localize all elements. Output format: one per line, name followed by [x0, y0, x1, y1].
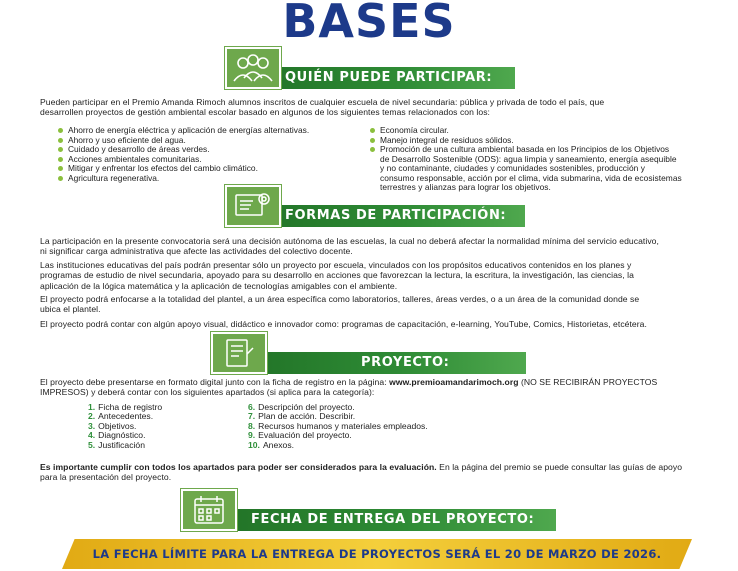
- list-item: 9. Evaluación del proyecto.: [248, 430, 352, 441]
- list-item: 8. Recursos humanos y materiales empleados.: [248, 420, 428, 431]
- sections-left-list: [88, 403, 248, 450]
- list-item: 1. Ficha de registro: [88, 402, 163, 412]
- list-item: Promoción de una cultura ambiental basada en los Principios de los Objetivos: [370, 145, 715, 155]
- list-item: 3. Objetivos.: [88, 420, 137, 431]
- people-icon: [225, 47, 281, 89]
- themes-left-list: [58, 126, 358, 183]
- forms-paragraph-1: La participación en la presente convocatoria será una decisión autónoma de las escuelas, la cual no deberá afectar la normalidad mínima del servicio educativo, ni significar carga administrativa que afecte las actividades del colectivo docente.: [40, 236, 659, 257]
- project-url: www.premioamandarimoch.org: [389, 377, 519, 387]
- deadline-banner: [181, 509, 556, 531]
- list-item: 7. Plan de acción. Describir.: [248, 411, 356, 422]
- list-item: 6. Descripción del proyecto.: [248, 402, 355, 412]
- forms-paragraph-2: Las instituciones educativas del país podrán presentar sólo un proyecto por escuela, vinculados con los propósitos educativos contenidos en los planes y programas de estudio de nivel secundaria, apoyado para su desarrollo en acciones que favorezcan la lectura, la escritura, la investigación, las ciencias, la aplicación de la lógica matemática y la aplicación de tecnologías amigables con el ambiente.: [40, 260, 634, 291]
- list-item: Mitigar y enfrentar los efectos del cambio climático.: [58, 164, 358, 174]
- forms-paragraph-4: El proyecto podrá contar con algún apoyo visual, didáctico e innovador como: programas de capacitación, e-learning, YouTube, Comics, Historietas, etcétera.: [40, 319, 647, 329]
- list-item: 4. Diagnóstico.: [88, 430, 146, 441]
- list-item: Acciones ambientales comunitarias.: [58, 155, 358, 165]
- list-item: 10. Anexos.: [248, 439, 295, 450]
- project-note: Es importante cumplir con todos los apartados para poder ser considerados para la evaluación. En la página del premio se puede consultar las guías de apoyo para la presentación del proyecto.: [40, 462, 683, 483]
- participants-intro: Pueden participar en el Premio Amanda Rimoch alumnos inscritos de cualquier escuela de nivel secundaria: pública y privada de todo el país, que desarrollen proyectos de gestión ambiental escolar basado en algunos de los siguientes temas relacionados con los:: [40, 97, 605, 118]
- sections-right-list: [248, 403, 508, 450]
- list-item: Agricultura regenerativa.: [58, 174, 358, 184]
- list-item: Ahorro y uso eficiente del agua.: [58, 136, 358, 146]
- forms-banner: [225, 205, 525, 227]
- list-item: Economía circular.: [370, 126, 715, 136]
- list-item: 5. Justificación: [88, 439, 145, 450]
- calendar-icon: [181, 489, 237, 531]
- list-item: Ahorro de energía eléctrica y aplicación de energías alternativas.: [58, 126, 358, 136]
- project-intro: El proyecto debe presentarse en formato digital junto con la ficha de registro en la página: www.premioamandarimoch.org (NO SE RECIBIRÁN PROYECTOS IMPRESOS) y deberá contar con los siguientes apartados (si aplica para la categoría):: [40, 377, 658, 398]
- gear-screen-icon: [225, 185, 281, 227]
- page-title: BASES: [282, 0, 456, 48]
- list-item: Manejo integral de residuos sólidos.: [370, 136, 715, 146]
- list-item: Cuidado y desarrollo de áreas verdes.: [58, 145, 358, 155]
- deadline-text: LA FECHA LÍMITE PARA LA ENTREGA DE PROYECTOS SERÁ EL 20 DE MARZO DE 2026.: [92, 547, 662, 561]
- themes-right-list: [370, 126, 715, 155]
- project-heading: PROYECTO:: [361, 355, 450, 370]
- themes-right-continuation: de Desarrollo Sostenible (ODS): agua limpia y saneamiento, energía asequible y no contaminante, ciudades y comunidades sostenibles, producción y consumo responsable, acción por el clima, vida submarina, vida de ecosistemas terrestres y alianzas para lograr los objetivos.: [380, 153, 682, 192]
- participants-heading: QUIÉN PUEDE PARTICIPAR:: [285, 70, 493, 85]
- forms-paragraph-3: El proyecto podrá enfocarse a la totalidad del plantel, a un área específica como laboratorios, talleres, áreas verdes, o a un área de la comunidad donde se ubica el plantel.: [40, 294, 640, 315]
- forms-heading: FORMAS DE PARTICIPACIÓN:: [285, 208, 507, 223]
- deadline-heading: FECHA DE ENTREGA DEL PROYECTO:: [251, 512, 535, 527]
- document-icon: [211, 332, 267, 374]
- project-banner: [211, 352, 526, 374]
- list-item: 2. Antecedentes.: [88, 411, 154, 422]
- participants-banner: [225, 67, 515, 89]
